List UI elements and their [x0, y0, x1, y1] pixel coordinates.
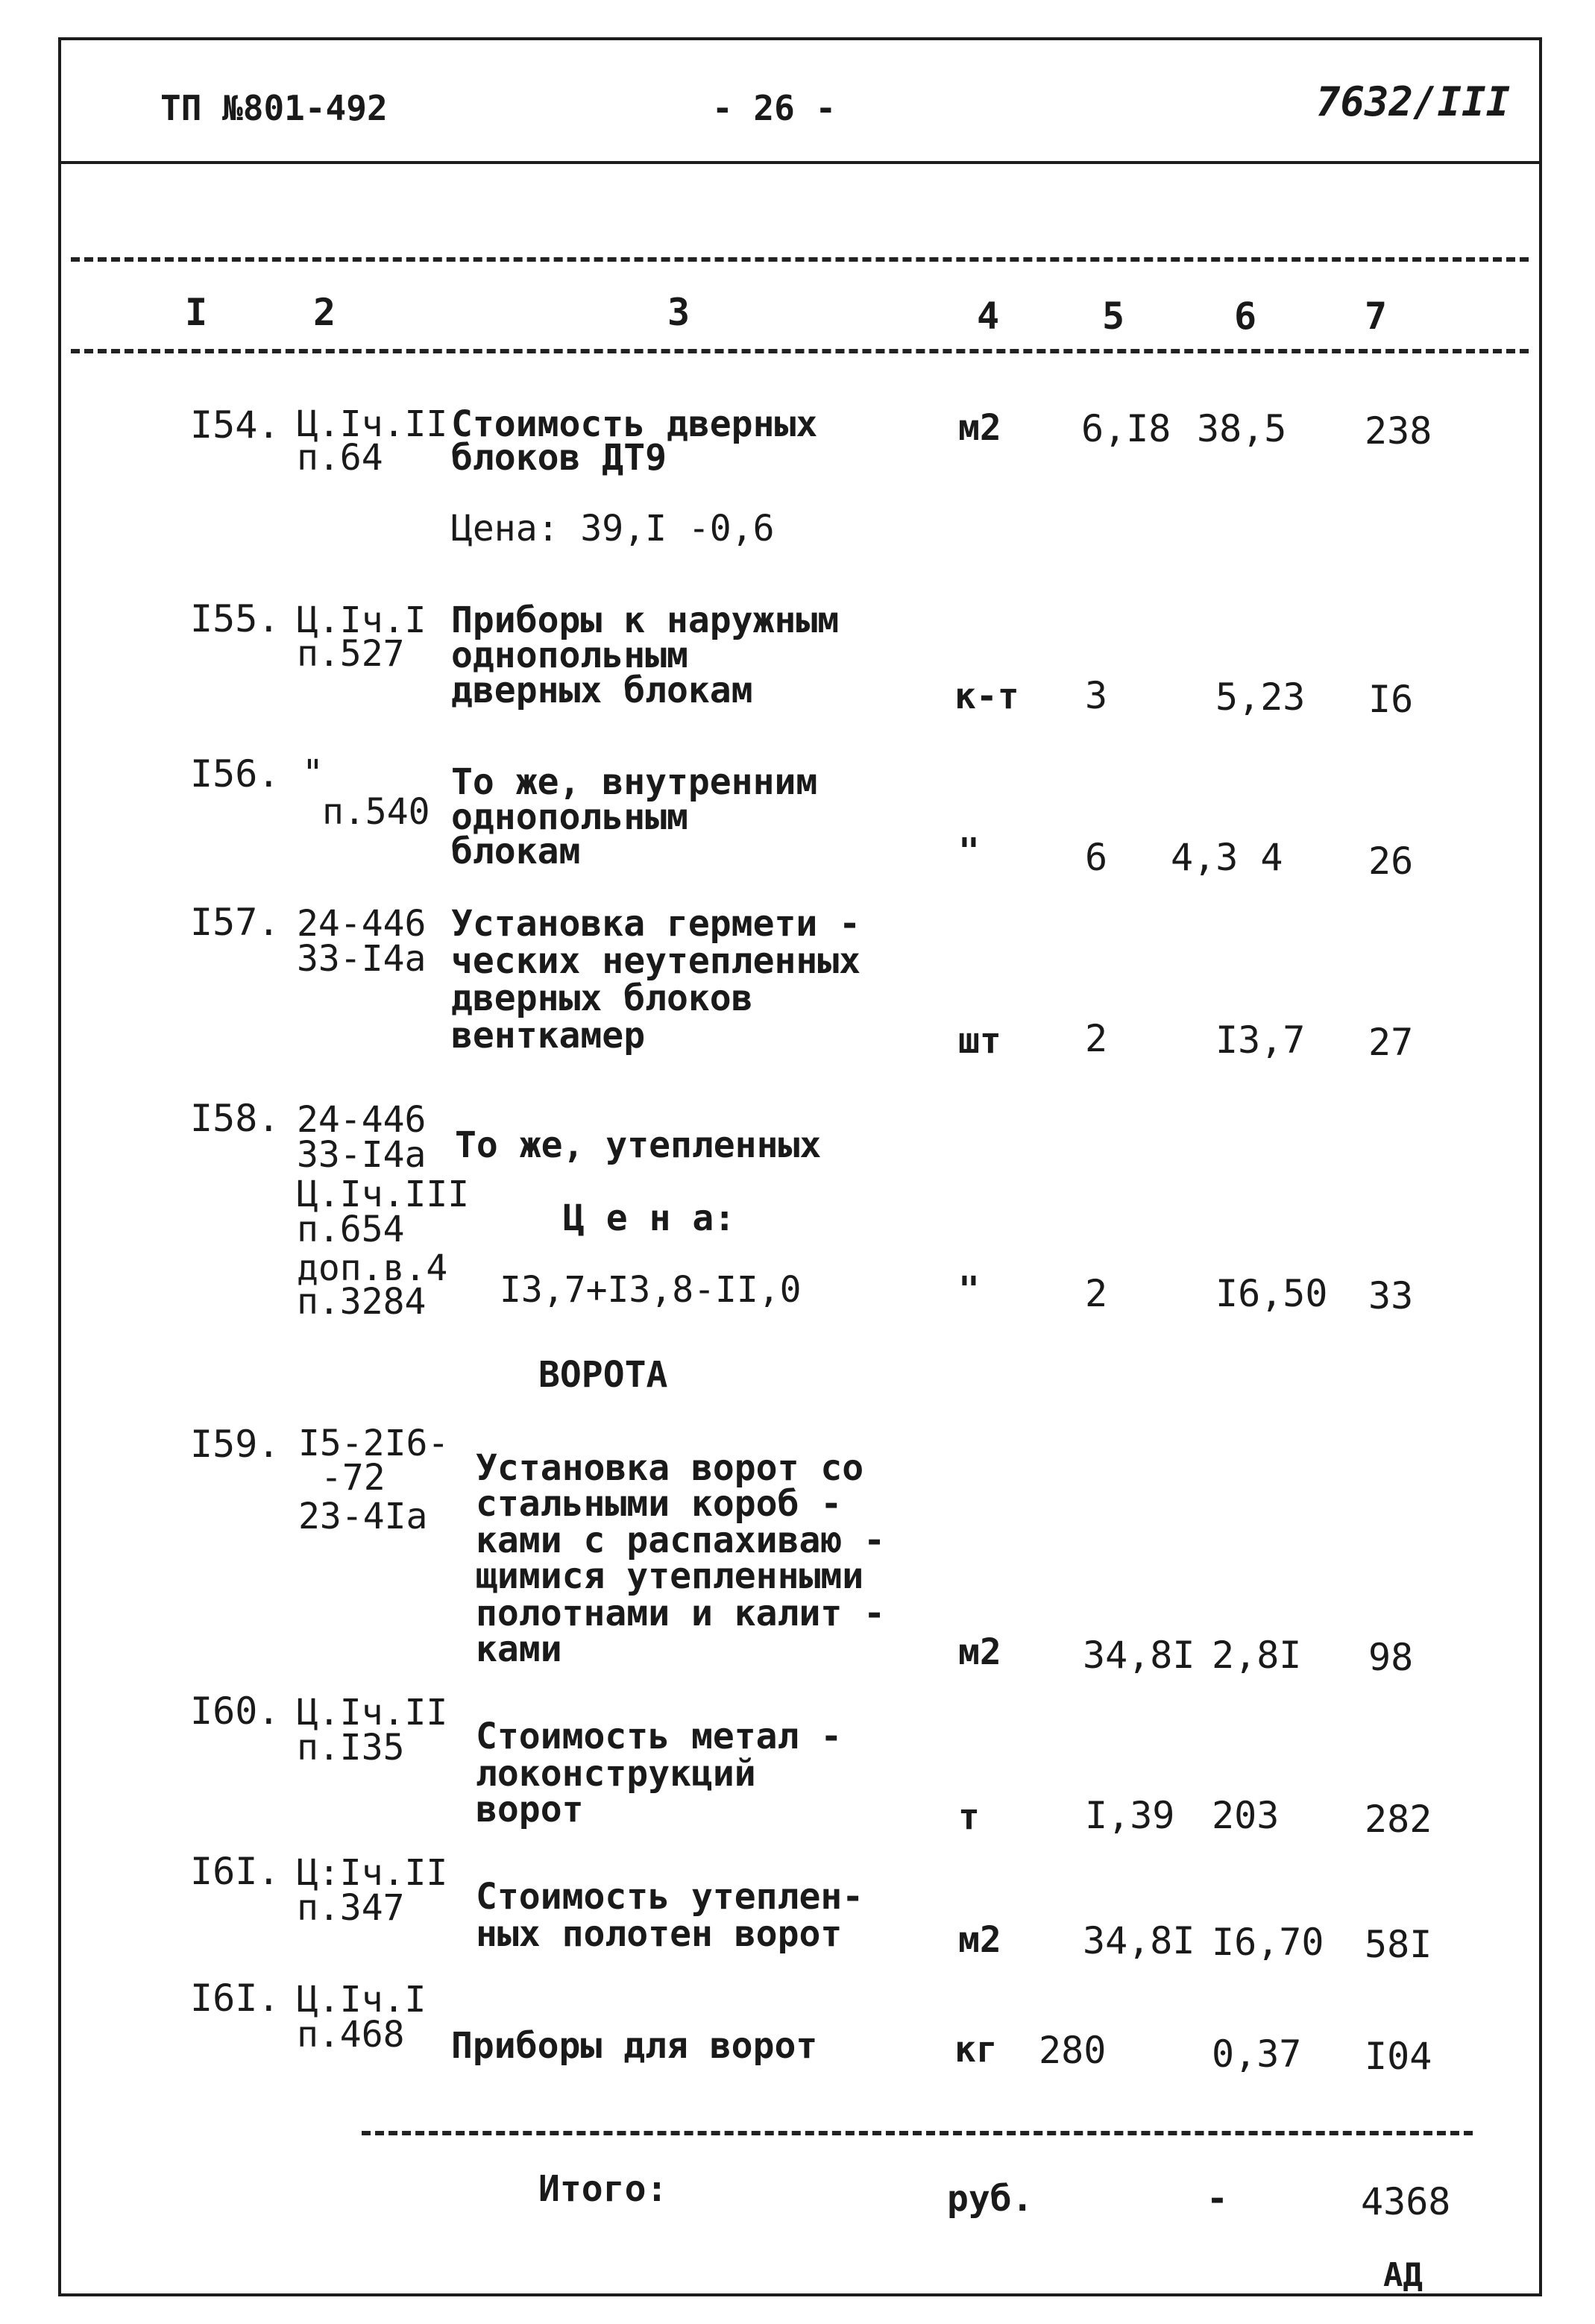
row-unit: шт: [958, 1020, 1001, 1062]
row-desc: Стоимость утеплен-: [476, 1876, 864, 1918]
row-desc: стальными короб -: [476, 1483, 843, 1525]
row-ref: ": [302, 752, 324, 794]
header-divider: [58, 161, 1542, 164]
row-note: Цена: 39,I -0,6: [451, 508, 775, 549]
row-qty: 6: [1085, 836, 1108, 879]
row-price: I6,70: [1212, 1921, 1324, 1964]
row-desc: Приборы для ворот: [451, 2025, 818, 2067]
row-price: 203: [1212, 1794, 1280, 1837]
row-desc: блоков ДТ9: [451, 437, 667, 479]
row-number: I54.: [190, 403, 280, 447]
row-desc: I3,7+I3,8-II,0: [500, 1269, 802, 1311]
row-qty: 280: [1039, 2029, 1107, 2072]
totals-label: Итого:: [538, 2168, 668, 2210]
row-ref: Ц.Iч.I: [297, 599, 427, 641]
row-total: 238: [1365, 409, 1432, 453]
row-desc: То же, утепленных: [455, 1124, 822, 1166]
row-number: I59.: [190, 1423, 280, 1466]
row-ref: доп.в.4: [297, 1247, 448, 1289]
row-ref: 24-446: [297, 1099, 427, 1141]
row-qty: I,39: [1085, 1794, 1175, 1837]
row-qty: 6,I8: [1081, 407, 1171, 450]
row-total: 98: [1368, 1636, 1414, 1679]
row-desc: Установка ворот со: [476, 1447, 864, 1489]
row-desc: ками: [476, 1628, 562, 1670]
row-qty: 3: [1085, 674, 1108, 717]
row-desc: ками с распахиваю -: [476, 1520, 886, 1561]
row-price: 5,23: [1215, 676, 1306, 719]
col-header-6: 6: [1234, 295, 1257, 338]
row-ref: Ц.Iч.II: [297, 403, 448, 445]
row-unit: кг: [954, 2029, 998, 2070]
row-unit: т: [958, 1796, 980, 1838]
row-qty: 2: [1085, 1017, 1108, 1060]
row-ref: п.347: [297, 1887, 405, 1929]
row-ref: Ц:Iч.II: [297, 1852, 448, 1894]
row-total: 33: [1368, 1274, 1414, 1317]
row-total: 58I: [1365, 1923, 1432, 1966]
row-ref: 33-I4а: [297, 1134, 427, 1176]
row-desc: Ц е н а:: [563, 1197, 736, 1239]
page-number: - 26 -: [712, 88, 837, 128]
section-title: ВОРОТА: [538, 1354, 668, 1396]
row-price: 4,3 4: [1171, 836, 1283, 879]
col-header-3: 3: [667, 291, 690, 334]
row-number: I55.: [190, 597, 280, 640]
col-header-1: I: [185, 291, 208, 334]
row-price: 38,5: [1197, 407, 1287, 450]
signature: АД: [1383, 2256, 1423, 2294]
row-total: 27: [1368, 1021, 1414, 1064]
row-ref: I5-2I6-: [298, 1423, 450, 1464]
sheet-ref: 7632/III: [1316, 78, 1511, 125]
row-number: I57.: [190, 901, 280, 944]
totals-unit: руб.: [947, 2178, 1034, 2220]
row-total: 282: [1365, 1798, 1432, 1841]
row-ref: 33-I4а: [297, 938, 427, 980]
row-ref: Ц.Iч.III: [297, 1174, 470, 1215]
row-ref: п.468: [297, 2014, 405, 2056]
row-desc: локонструкций: [476, 1753, 756, 1795]
row-ref: Ц.Iч.II: [297, 1692, 448, 1733]
row-number: I6I.: [190, 1977, 280, 2020]
row-desc: Стоимость метал -: [476, 1716, 843, 1757]
row-desc: ворот: [476, 1789, 584, 1830]
row-unit: м2: [958, 1631, 1001, 1673]
row-ref: 24-446: [297, 903, 427, 945]
row-desc: венткамер: [451, 1015, 646, 1056]
row-ref: п.I35: [297, 1727, 405, 1769]
row-desc: То же, внутренним: [451, 761, 818, 803]
row-desc: Установка гермети -: [451, 903, 861, 945]
row-ref: п.654: [297, 1209, 405, 1250]
row-ref: -72: [321, 1457, 386, 1499]
row-total: I04: [1365, 2035, 1432, 2078]
row-number: I6I.: [190, 1850, 280, 1893]
row-ref: 23-4Iа: [298, 1496, 428, 1537]
row-total: 26: [1368, 840, 1414, 883]
row-price: 0,37: [1212, 2032, 1302, 2076]
row-price: I3,7: [1215, 1018, 1306, 1062]
col-header-4: 4: [977, 295, 1000, 338]
row-desc: полотнами и калит -: [476, 1593, 886, 1634]
row-desc: однопольным: [451, 634, 688, 676]
row-ref: п.540: [322, 791, 430, 833]
row-ref: п.64: [297, 437, 383, 479]
row-desc: щимися утепленными: [476, 1555, 864, 1597]
row-unit: м2: [958, 407, 1001, 449]
row-number: I56.: [190, 752, 280, 796]
row-qty: 2: [1085, 1272, 1108, 1315]
row-desc: однопольным: [451, 796, 688, 838]
totals-value: 4368: [1361, 2180, 1451, 2223]
row-desc: блокам: [451, 831, 581, 872]
row-qty: 34,8I: [1083, 1919, 1195, 1962]
row-desc: ных полотен ворот: [476, 1913, 843, 1955]
row-total: I6: [1368, 678, 1414, 721]
doc-code: ТП №801-492: [160, 88, 388, 128]
row-price: I6,50: [1215, 1272, 1328, 1315]
col-header-5: 5: [1102, 295, 1125, 338]
row-ref: Ц.Iч.I: [297, 1979, 427, 2021]
row-qty: 34,8I: [1083, 1634, 1195, 1677]
row-number: I58.: [190, 1097, 280, 1140]
row-desc: дверных блоков: [451, 977, 753, 1019]
row-unit: ": [958, 831, 980, 872]
table-header-rule: [71, 349, 1529, 353]
row-desc: Приборы к наружным: [451, 599, 840, 641]
col-header-2: 2: [313, 291, 336, 334]
row-desc: Стоимость дверных: [451, 403, 818, 445]
table-top-rule: [71, 257, 1529, 262]
totals-rule: [362, 2131, 1473, 2135]
row-ref: п.527: [297, 633, 405, 675]
totals-dash: -: [1207, 2178, 1228, 2220]
row-unit: м2: [958, 1919, 1001, 1961]
row-desc: дверных блокам: [451, 670, 753, 711]
col-header-7: 7: [1365, 295, 1388, 338]
row-ref: п.3284: [297, 1281, 427, 1323]
row-unit: ": [958, 1269, 980, 1311]
row-unit: к-т: [954, 676, 1019, 717]
row-number: I60.: [190, 1690, 280, 1733]
row-price: 2,8I: [1212, 1634, 1302, 1677]
row-desc: ческих неутепленных: [451, 940, 861, 982]
